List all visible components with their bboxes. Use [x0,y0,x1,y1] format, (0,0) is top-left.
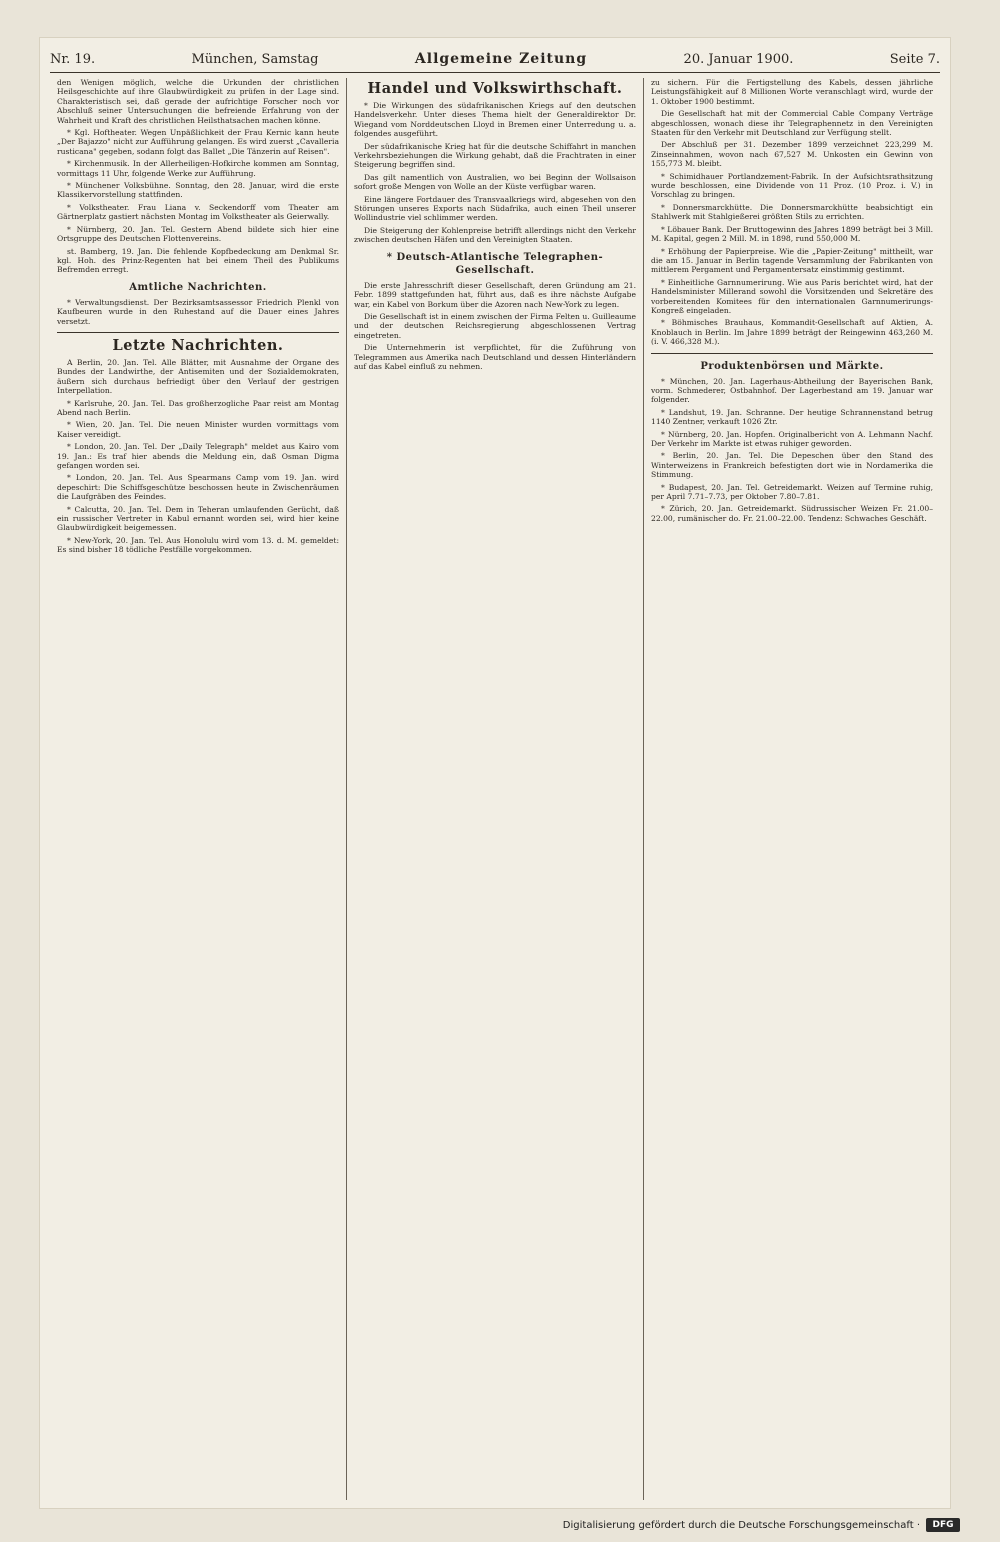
article-paragraph: * Löbauer Bank. Der Bruttogewinn des Jahres 1899 beträgt bei 3 Mill. M. Kapital, gegen 2 Mill. M. in 1898, rund 550,000 M. [651,224,933,244]
columns [50,78,940,1500]
newspaper-page [40,38,950,1508]
article-paragraph: * Verwaltungsdienst. Der Bezirksamtsassessor Friedrich Plenkl von Kaufbeuren wurde in den Ruhestand auf die Dauer eines Jahres versetzt. [57,297,339,326]
article-paragraph: * Münchener Volksbühne. Sonntag, den 28. Januar, wird die erste Klassikervorstellung stattfinden. [57,181,339,200]
article-paragraph: * Schimidhauer Portlandzement-Fabrik. In der Aufsichtsrathsitzung wurde beschlossen, eine Dividende von 11 Proz. (10 Proz. i. V.) in Vorschlag zu bringen. [651,171,933,200]
section-heading-handel: Handel und Volkswirthschaft. [367,80,623,97]
article-heading-telegraph: * Deutsch-Atlantische Telegraphen-Gesellschaft. [386,251,604,276]
article-paragraph: Die Unternehmerin ist verpflichtet, für die Zuführung von Telegrammen aus Amerika nach Deutschland und dessen Hinterländern auf das Kabel einfluß zu nehmen. [354,343,636,371]
article-paragraph: Der südafrikanische Krieg hat für die deutsche Schiffahrt in manchen Verkehrsbeziehungen die Wirkung gehabt, daß die Frachtraten in einer Steigerung begriffen sind. [354,141,636,170]
article-paragraph: st. Bamberg, 19. Jan. Die fehlende Kopfbedeckung am Denkmal Sr. kgl. Hoh. des Prinz-Regenten hat bei einem Theil des Publikums Befremden erregt. [57,246,339,275]
article-paragraph: Die Gesellschaft ist in einem zwischen der Firma Felten u. Guilleaume und der deutschen Reichsregierung abgeschlossenen Vertrag eingetreten. [354,311,636,340]
column-3 [643,78,940,1500]
news-item: * Wien, 20. Jan. Tel. Die neuen Minister wurden vormittags vom Kaiser vereidigt. [57,420,339,439]
article-paragraph: * Donnersmarckhütte. Die Donnersmarckhütte beabsichtigt ein Stahlwerk mit Stahlgießerei größten Stils zu errichten. [651,202,933,222]
market-report: * München, 20. Jan. Lagerhaus-Abtheilung der Bayerischen Bank, vorm. Schmederer, Ostbahnhof. Der Lagerbestand am 19. Januar war folgender. [651,376,933,405]
article-paragraph: * Nürnberg, 20. Jan. Tel. Gestern Abend bildete sich hier eine Ortsgruppe des Deutschen Flottenvereins. [57,224,339,244]
dfg-logo-icon: DFG [926,1518,960,1532]
article-paragraph: * Kgl. Hoftheater. Wegen Unpäßlichkeit der Frau Kernic kann heute „Der Bajazzo" nicht zur Aufführung gelangen. Es wird zuerst „Cavalleria rusticana" gegeben, sodann folgt das Ballet „Die Tänzerin auf Reisen". [57,128,339,156]
footer-credit: Digitalisierung gefördert durch die Deutsche Forschungsgemeinschaft · [562,1519,920,1531]
column-1 [50,78,346,1500]
article-paragraph: Der Abschluß per 31. Dezember 1899 verzeichnet 223,299 M. Zinseinnahmen, wovon nach 67,527 M. Unkosten ein Gewinn von 155,773 M. bleibt. [651,140,933,169]
issue-date: 20. Januar 1900. [683,51,794,67]
paper-title: Allgemeine Zeitung [414,51,588,67]
article-paragraph: Die Steigerung der Kohlenpreise betrifft allerdings nicht den Verkehr zwischen deutschen Häfen und den Vereinigten Staaten. [354,225,636,245]
page-number: Seite 7. [889,51,940,67]
article-paragraph: den Wenigen möglich, welche die Urkunden der christlichen Heilsgeschichte auf ihre Glaubwürdigkeit zu prüfen in der Lage sind. Charakteristisch sei, daß gerade der aufrichtige Forscher noch vor Abschluß seiner Untersuchungen die befreiende Erfahrung von der Wahrheit und Kraft des christlichen Heilsthatsachen machen könne. [57,78,339,125]
market-report: * Budapest, 20. Jan. Tel. Getreidemarkt. Weizen auf Termine ruhig, per April 7.71–7.73, per Oktober 7.80–7.81. [651,482,933,502]
market-report: * Zürich, 20. Jan. Getreidemarkt. Südrussischer Weizen Fr. 21.00–22.00, rumänischer do. Fr. 21.00–22.00. Tendenz: Schwaches Geschäft. [651,504,933,523]
issue-number: Nr. 19. [50,51,96,67]
article-paragraph: Die erste Jahresschrift dieser Gesellschaft, deren Gründung am 21. Febr. 1899 stattgefunden hat, führt aus, daß es ihre nächste Aufgabe war, ein Kabel von Borkum über die Azoren nach New-York zu legen. [354,280,636,309]
place-day: München, Samstag [191,51,319,67]
article-paragraph: * Die Wirkungen des südafrikanischen Kriegs auf den deutschen Handelsverkehr. Unter dieses Thema hielt der Generaldirektor Dr. Wiegand vom Norddeutschen Lloyd in Bremen einer Unterredung u. a. folgendes ausgeführt. [354,101,636,139]
article-paragraph: * Erhöhung der Papierpreise. Wie die „Papier-Zeitung" mittheilt, war die am 15. Januar in Berlin tagende Versammlung der Fabrikanten von mittlerem Pergament und Pergamentersatz einstimmig gestimmt. [651,246,933,275]
market-report: * Landshut, 19. Jan. Schranne. Der heutige Schrannenstand betrug 1140 Zentner, verkauft 1026 Ztr. [651,407,933,427]
news-item: * London, 20. Jan. Tel. Aus Spearmans Camp vom 19. Jan. wird depeschirt: Die Schiffsgeschütze beschossen heute in Zwischenräumen die Laufgräben des Feindes. [57,473,339,502]
article-paragraph: Das gilt namentlich von Australien, wo bei Beginn der Wollsaison sofort große Mengen von Wolle an der Küste verfügbar waren. [354,172,636,192]
section-heading-amtlich: Amtliche Nachrichten. [129,281,267,293]
news-item: A Berlin, 20. Jan. Tel. Alle Blätter, mit Ausnahme der Organe des Bundes der Landwirthe, der Antisemiten und der Sozialdemokraten, äußern sich durchaus befriedigt über den Verlauf der gestrigen Interpellation. [57,357,339,396]
digitization-footer [40,1516,960,1534]
news-item: * Karlsruhe, 20. Jan. Tel. Das großherzogliche Paar reist am Montag Abend nach Berlin. [57,398,339,417]
article-paragraph: * Kirchenmusik. In der Allerheiligen-Hofkirche kommen am Sonntag, vormittags 11 Uhr, folgende Werke zur Aufführung. [57,159,339,178]
section-heading-markets: Produktenbörsen und Märkte. [700,360,884,372]
article-paragraph: * Böhmisches Brauhaus, Kommandit-Gesellschaft auf Aktien, A. Knoblauch in Berlin. Im Jahre 1899 beträgt der Reingewinn 463,260 M. (i. V. 466,328 M.). [651,318,933,347]
news-item: * New-York, 20. Jan. Tel. Aus Honolulu wird vom 13. d. M. gemeldet: Es sind bisher 18 tödliche Pestfälle vorgekommen. [57,535,339,555]
section-divider [57,332,339,333]
section-divider [651,353,933,354]
news-item: * London, 20. Jan. Tel. Der „Daily Telegraph" meldet aus Kairo vom 19. Jan.: Es traf hier abends die Meldung ein, daß Osman Digma gefangen worden sei. [57,442,339,470]
article-paragraph: * Volkstheater. Frau Liana v. Seckendorff vom Theater am Gärtnerplatz gastiert nächsten Montag im Volkstheater als Geierwally. [57,202,339,222]
news-item: * Calcutta, 20. Jan. Tel. Dem in Teheran umlaufenden Gerücht, daß ein russischer Vertreter in Kabul ernannt worden sei, wird hier keine Glaubwürdigkeit beigemessen. [57,504,339,533]
article-paragraph: zu sichern. Für die Fertigstellung des Kabels, dessen jährliche Leistungsfähigkeit auf 8 Millionen Worte veranschlagt wird, wurde der 1. Oktober 1900 bestimmt. [651,78,933,106]
masthead [50,46,940,73]
article-paragraph: * Einheitliche Garnnumerirung. Wie aus Paris berichtet wird, hat der Handelsminister Millerand sowohl die Vorsitzenden und Sekretäre des vorbereitenden Komitees für den internationalen Garnnumerirungs-Kongreß eingeladen. [651,277,933,315]
column-2 [346,78,643,1500]
article-paragraph: Eine längere Fortdauer des Transvaalkriegs wird, abgesehen von den Störungen unseres Exports nach Südafrika, auch einen Theil unserer Wollindustrie viel schlimmer werden. [354,194,636,223]
section-heading-letzte: Letzte Nachrichten. [112,336,284,354]
market-report: * Nürnberg, 20. Jan. Hopfen. Originalbericht von A. Lehmann Nachf. Der Verkehr im Markte ist etwas ruhiger geworden. [651,429,933,448]
article-paragraph: Die Gesellschaft hat mit der Commercial Cable Company Verträge abgeschlossen, wonach diese ihr Telegraphennetz in den Vereinigten Staaten für den Verkehr mit Deutschland zur Verfügung stellt. [651,109,933,138]
market-report: * Berlin, 20. Jan. Tel. Die Depeschen über den Stand des Winterweizens in Frankreich befestigten dort wie in Nordamerika die Stimmung. [651,451,933,480]
